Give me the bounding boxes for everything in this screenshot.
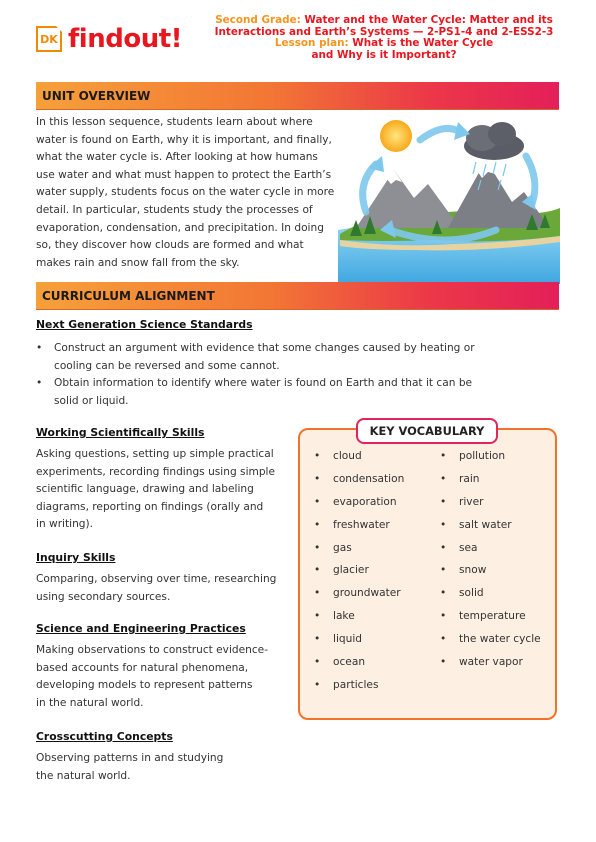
vocab-item: • sea <box>440 542 541 565</box>
storm-cloud <box>464 122 524 160</box>
text-line: diagrams, reporting on findings (orally and <box>36 500 264 513</box>
vocab-item: • ocean <box>314 656 404 679</box>
vocab-item: • the water cycle <box>440 633 541 656</box>
text-line: in the natural world. <box>36 696 144 709</box>
unit-overview-text <box>36 114 336 272</box>
vocab-item: • particles <box>314 679 404 702</box>
ngss-item <box>36 340 516 375</box>
vocab-item: • temperature <box>440 610 541 633</box>
overview-line: In this lesson sequence, students learn about where <box>36 116 313 128</box>
vocab-item: • snow <box>440 564 541 587</box>
title-unit: Water and the Water Cycle: Matter and its <box>304 14 553 26</box>
findout-logo <box>36 24 182 54</box>
vocab-item: • groundwater <box>314 587 404 610</box>
text-line: the natural world. <box>36 769 131 782</box>
brand-name: findout! <box>68 24 183 54</box>
vocab-item: • pollution <box>440 450 541 473</box>
ngss-line: • Construct an argument with evidence that some changes caused by heating or <box>54 342 475 354</box>
overview-line: evaporation, condensation, and precipitation. In doing <box>36 221 324 234</box>
vocab-item: • rain <box>440 473 541 496</box>
vocab-item: • water vapor <box>440 656 541 679</box>
ngss-item <box>36 375 516 410</box>
unit-overview-heading: UNIT OVERVIEW <box>42 89 151 103</box>
title-lesson-label: Lesson plan: <box>274 37 353 50</box>
dk-logo-mark: DK <box>36 26 62 52</box>
water-cycle-illustration <box>336 112 562 284</box>
vocab-item: • evaporation <box>314 496 404 519</box>
overview-line: water is found on Earth, why it is important, and finally, <box>36 133 332 146</box>
vocab-column-2 <box>440 450 541 679</box>
text-line: developing models to represent patterns <box>36 679 253 692</box>
title-lesson-name-cont: and Why is it Important? <box>311 49 457 62</box>
overview-line: makes rain and snow fall from the sky. <box>36 256 240 269</box>
vocab-item: • condensation <box>314 473 404 496</box>
vocab-item: • liquid <box>314 633 404 656</box>
mountain-left <box>356 170 460 228</box>
vocab-column-1 <box>314 450 404 702</box>
overview-line: use water and what must happen to protect the Earth’s <box>36 168 332 181</box>
crosscutting-heading: Crosscutting Concepts <box>36 730 173 743</box>
text-line: Making observations to construct evidence- <box>36 644 269 656</box>
ngss-line: solid or liquid. <box>54 394 129 407</box>
unit-overview-bar <box>36 82 559 110</box>
text-line: Comparing, observing over time, researching <box>36 573 277 585</box>
title-standards: Interactions and Earth’s Systems — 2-PS1-4 and 2-ESS2-3 <box>214 25 554 38</box>
text-line: Asking questions, setting up simple practical <box>36 448 274 460</box>
vocab-item: • salt water <box>440 519 541 542</box>
sun-shape <box>380 120 412 152</box>
ngss-line: • Obtain information to identify where water is found on Earth and that it can be <box>54 377 473 390</box>
ngss-list <box>36 340 516 410</box>
ngss-heading: Next Generation Science Standards <box>36 318 253 331</box>
vocab-item: • freshwater <box>314 519 404 542</box>
ngss-line: cooling can be reversed and some cannot. <box>54 359 280 372</box>
crosscutting-text <box>36 750 286 785</box>
vocab-item: • cloud <box>314 450 404 473</box>
key-vocabulary-title: KEY VOCABULARY <box>356 418 498 444</box>
text-line: in writing). <box>36 518 94 531</box>
text-line: using secondary sources. <box>36 590 171 603</box>
curriculum-bar <box>36 282 559 310</box>
title-lesson-name: What is the Water Cycle <box>352 37 494 50</box>
vocab-item: • glacier <box>314 564 404 587</box>
text-line: experiments, recording findings using simple <box>36 465 276 478</box>
working-skills-heading: Working Scientifically Skills <box>36 426 205 439</box>
inquiry-skills-text <box>36 571 286 606</box>
vocab-item: • gas <box>314 542 404 565</box>
overview-line: water supply, students focus on the water cycle in more <box>36 186 335 199</box>
vocab-item: • river <box>440 496 541 519</box>
working-skills-text <box>36 446 286 534</box>
overview-line: what the water cycle is. After looking at how humans <box>36 151 318 164</box>
inquiry-skills-heading: Inquiry Skills <box>36 551 116 564</box>
vocab-item: • solid <box>440 587 541 610</box>
text-line: based accounts for natural phenomena, <box>36 661 249 674</box>
lesson-title <box>214 15 554 62</box>
practices-heading: Science and Engineering Practices <box>36 622 246 635</box>
overview-line: so, they discover how clouds are formed and what <box>36 239 304 252</box>
text-line: scientific language, drawing and labeling <box>36 483 254 496</box>
practices-text <box>36 642 286 712</box>
vocab-item: • lake <box>314 610 404 633</box>
title-grade: Second Grade: <box>215 14 305 26</box>
overview-line: detail. In particular, students study the processes of <box>36 203 313 216</box>
text-line: Observing patterns in and studying <box>36 752 224 764</box>
curriculum-heading: CURRICULUM ALIGNMENT <box>42 289 215 303</box>
